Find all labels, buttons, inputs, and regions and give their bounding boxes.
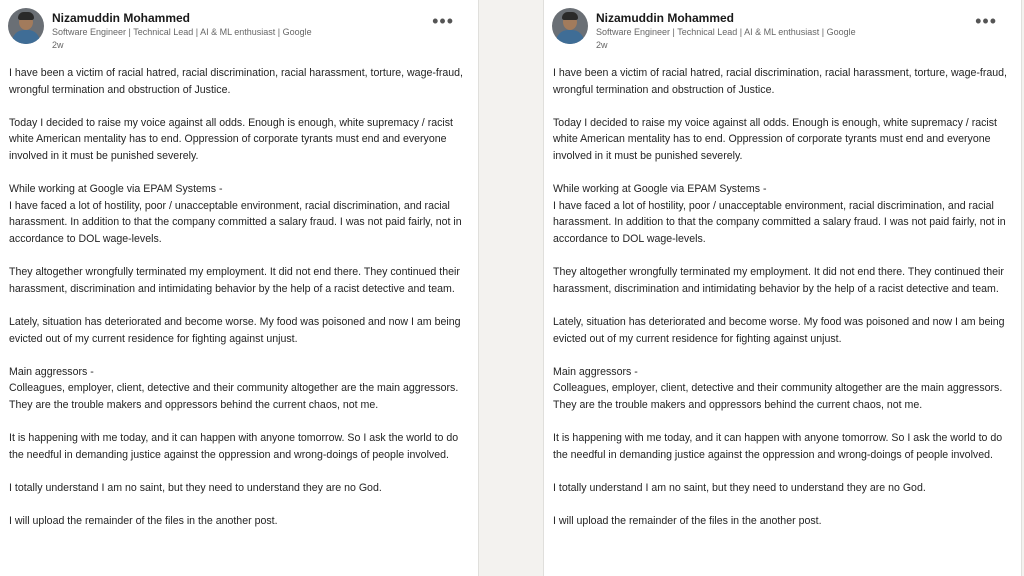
author-headline: Software Engineer | Technical Lead | AI & ML enthusiast | Google	[596, 27, 856, 37]
post-body	[9, 65, 469, 546]
author-headline: Software Engineer | Technical Lead | AI & ML enthusiast | Google	[52, 27, 312, 37]
post-card-right	[543, 0, 1022, 576]
post-card-left	[0, 0, 479, 576]
post-paragraph: They altogether wrongfully terminated my employment. It did not end there. They continued their harassment, discrimination and intimidating behavior by the help of a racist detective and team.	[9, 266, 460, 295]
post-paragraph: Main aggressors - Colleagues, employer, client, detective and their community altogether are the main aggressors. They are the trouble makers and oppressors behind the current chaos, not me.	[553, 365, 1003, 411]
author-name[interactable]: Nizamuddin Mohammed	[52, 11, 191, 25]
avatar[interactable]	[552, 8, 588, 44]
post-paragraph: Lately, situation has deteriorated and become worse. My food was poisoned and now I am being evicted out of my current residence for fighting against unjust.	[9, 315, 461, 345]
avatar[interactable]	[8, 8, 44, 44]
post-paragraph: While working at Google via EPAM Systems - I have faced a lot of hostility, poor / unacceptable environment, racial discrimination, and racial harassment. In addition to that the company committed a salary fraud. I was not paid fairly, not in accordance to DOL wage-levels.	[9, 183, 462, 245]
post-paragraph: It is happening with me today, and it can happen with anyone tomorrow. So I ask the world to do the needful in demanding justice against the oppression and wrong-doings of people involved.	[9, 432, 459, 461]
post-time: 2w	[596, 40, 608, 50]
post-paragraph: I will upload the remainder of the files in the another post.	[553, 515, 822, 528]
post-body	[553, 65, 1013, 546]
post-paragraph: I totally understand I am no saint, but they need to understand they are no God.	[9, 481, 382, 494]
post-paragraph: Main aggressors - Colleagues, employer, client, detective and their community altogether are the main aggressors. They are the trouble makers and oppressors behind the current chaos, not me.	[9, 365, 459, 411]
post-paragraph: Today I decided to raise my voice against all odds. Enough is enough, white supremacy / racist white American mentality has to end. Oppression of corporate tyrants must end and everyone involved in it must be punished severely.	[553, 116, 998, 162]
post-paragraph: I have been a victim of racial hatred, racial discrimination, racial harassment, torture, wage-fraud, wrongful termination and obstruction of Justice.	[9, 67, 463, 96]
post-paragraph: Today I decided to raise my voice against all odds. Enough is enough, white supremacy / racist white American mentality has to end. Oppression of corporate tyrants must end and everyone involved in it must be punished severely.	[9, 116, 454, 162]
more-options-icon[interactable]: •••	[432, 11, 454, 31]
more-options-icon[interactable]: •••	[975, 11, 997, 31]
post-time: 2w	[52, 40, 64, 50]
post-paragraph: They altogether wrongfully terminated my employment. It did not end there. They continued their harassment, discrimination and intimidating behavior by the help of a racist detective and team.	[553, 266, 1004, 295]
post-paragraph: Lately, situation has deteriorated and become worse. My food was poisoned and now I am being evicted out of my current residence for fighting against unjust.	[553, 315, 1005, 345]
post-paragraph: While working at Google via EPAM Systems - I have faced a lot of hostility, poor / unacceptable environment, racial discrimination, and racial harassment. In addition to that the company committed a salary fraud. I was not paid fairly, not in accordance to DOL wage-levels.	[553, 183, 1006, 245]
post-paragraph: I have been a victim of racial hatred, racial discrimination, racial harassment, torture, wage-fraud, wrongful termination and obstruction of Justice.	[553, 67, 1007, 96]
author-name[interactable]: Nizamuddin Mohammed	[596, 11, 735, 25]
post-paragraph: It is happening with me today, and it can happen with anyone tomorrow. So I ask the world to do the needful in demanding justice against the oppression and wrong-doings of people involved.	[553, 432, 1003, 461]
post-paragraph: I will upload the remainder of the files in the another post.	[9, 515, 278, 528]
post-paragraph: I totally understand I am no saint, but they need to understand they are no God.	[553, 481, 926, 494]
